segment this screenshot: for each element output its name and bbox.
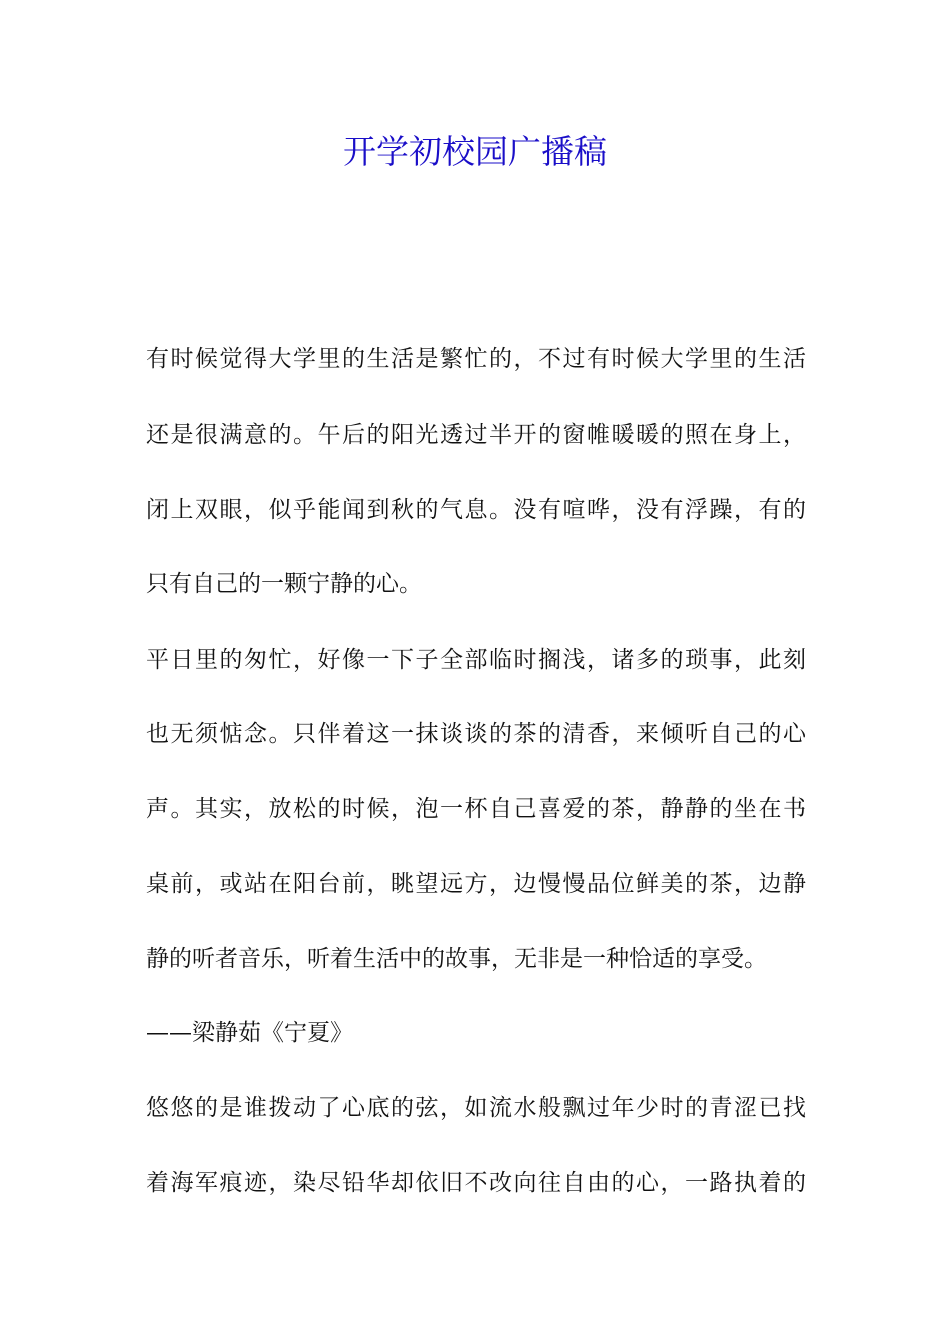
body-line: 也无须惦念。只伴着这一抹谈谈的茶的清香，来倾听自己的心 <box>146 721 806 747</box>
body-line: 还是很满意的。午后的阳光透过半开的窗帷暖暖的照在身上， <box>146 422 806 448</box>
body-line: 着海军痕迹，染尽铅华却依旧不改向往自由的心，一路执着的 <box>146 1170 806 1196</box>
body-line: 有时候觉得大学里的生活是繁忙的，不过有时候大学里的生活 <box>146 346 806 372</box>
body-line: 平日里的匆忙，好像一下子全部临时搁浅，诸多的琐事，此刻 <box>146 647 806 673</box>
body-line: 声。其实，放松的时候，泡一杯自己喜爱的茶，静静的坐在书 <box>146 796 806 822</box>
document-title: 开学初校园广播稿 <box>343 132 607 171</box>
quote-attribution: ——梁静茹《宁夏》 <box>146 1020 353 1046</box>
body-line: 静的听者音乐，听着生活中的故事，无非是一种恰适的享受。 <box>146 946 767 972</box>
body-line: 只有自己的一颗宁静的心。 <box>146 571 422 597</box>
body-line: 悠悠的是谁拨动了心底的弦，如流水般飘过年少时的青涩已找 <box>146 1095 806 1121</box>
body-line: 闭上双眼，似乎能闻到秋的气息。没有喧哗，没有浮躁，有的 <box>146 497 806 523</box>
body-line: 桌前，或站在阳台前，眺望远方，边慢慢品位鲜美的茶，边静 <box>146 871 806 897</box>
